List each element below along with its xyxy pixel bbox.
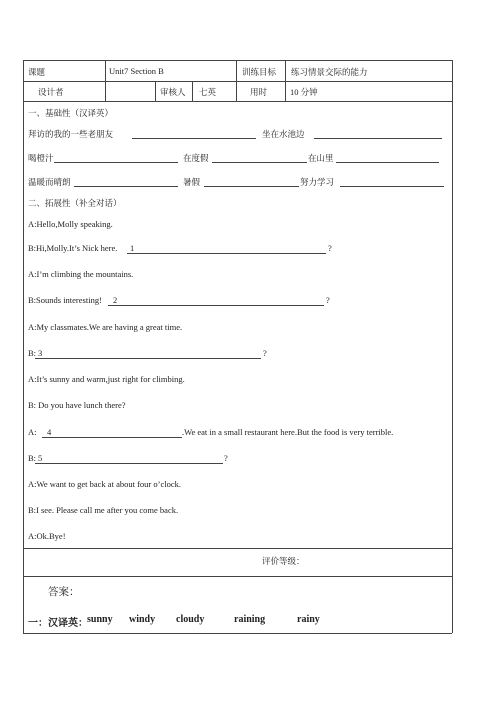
table-row2-border [23,101,452,102]
answer-word: cloudy [176,614,205,625]
dialogue-line: B:I see. Please call me after you come back. [28,505,179,515]
time-label: 用时 [250,87,268,97]
reviewer-label: 审核人 [160,87,186,97]
dialogue-line: A:I’m climbing the mountains. [28,269,134,279]
section2-title: 二、拓展性（补全对话） [28,198,122,208]
translation-item: 努力学习 [300,177,335,187]
blank-number: 1 [130,243,135,253]
translation-item: 拜访的我的一些老朋友 [28,129,114,139]
answer-word: windy [129,614,156,625]
section1-title: 一、基础性（汉译英） [28,108,114,118]
answer-blank [54,162,178,163]
answer-blank [35,358,261,359]
dialogue-line: B:Hi,Molly.It’s Nick here. [28,243,118,253]
topic-value: Unit7 Section B [109,66,164,76]
answer-blank [314,138,442,139]
table-col-divider [236,60,237,101]
answer-word: raining [234,614,266,625]
table-left-border [23,60,24,633]
answer-blank [212,162,307,163]
answers-title: 答案： [48,587,80,598]
table-col-divider [285,60,286,101]
reviewer-value: 七英 [199,87,217,97]
dialogue-line: B: Do you have lunch there? [28,400,126,410]
answer-blank [127,253,326,254]
table-col-divider [155,81,156,101]
translation-item: 温暖而晴朗 [28,177,71,187]
table-col-divider [105,60,106,101]
table-row1-border [23,81,452,82]
dialogue-line-end: ? [224,453,228,463]
answer-blank [132,138,256,139]
time-value: 10 分钟 [290,87,318,97]
answer-blank [74,186,178,187]
dialogue-line-end: ? [263,348,267,358]
dialogue-line: B: [28,453,37,463]
answer-word: sunny [87,614,113,625]
dialogue-line: B: [28,348,37,358]
translation-item: 暑假 [183,177,201,187]
dialogue-line: A:Hello,Molly speaking. [28,219,113,229]
goal-value: 练习情景交际的能力 [291,67,368,77]
dialogue-line: A:It’s sunny and warm,just right for climbing. [28,374,185,384]
answer-blank [35,463,223,464]
dialogue-line: A:Ok.Bye! [28,531,66,541]
table-top-border [23,60,452,61]
answer-blank [204,186,299,187]
table-bottom-border [23,633,452,634]
dialogue-line-end: ? [326,295,330,305]
answer-word: rainy [297,614,320,625]
blank-number: 4 [47,427,52,437]
evaluation-label: 评价等级： [262,556,305,566]
table-body-bottom-border [23,548,452,549]
dialogue-line: A:We want to get back at about four o’clock. [28,479,181,489]
translation-item: 在度假 [183,153,209,163]
table-right-border [452,60,453,633]
blank-number: 3 [38,348,43,358]
dialogue-line-end: .We eat in a small restaurant here.But the food is very terrible. [182,427,394,437]
table-col-divider [192,81,193,101]
dialogue-line: B:Sounds interesting! [28,295,102,305]
designer-label: 设计者 [38,87,64,97]
answer-blank [42,437,182,438]
answer-blank [340,186,444,187]
answers-line-label: 一：汉译英： [28,618,88,629]
blank-number: 2 [113,295,118,305]
translation-item: 在山里 [308,153,334,163]
table-eval-bottom-border [23,576,452,577]
dialogue-line-end: ? [328,243,332,253]
topic-label: 课题 [28,67,46,77]
translation-item: 坐在水池边 [262,129,305,139]
dialogue-line: A:My classmates.We are having a great time. [28,322,183,332]
answer-blank [336,162,439,163]
blank-number: 5 [38,453,43,463]
goal-label: 训练目标 [242,67,277,77]
dialogue-line: A: [28,427,37,437]
translation-item: 喝橙汁 [28,153,54,163]
answer-blank [108,305,324,306]
